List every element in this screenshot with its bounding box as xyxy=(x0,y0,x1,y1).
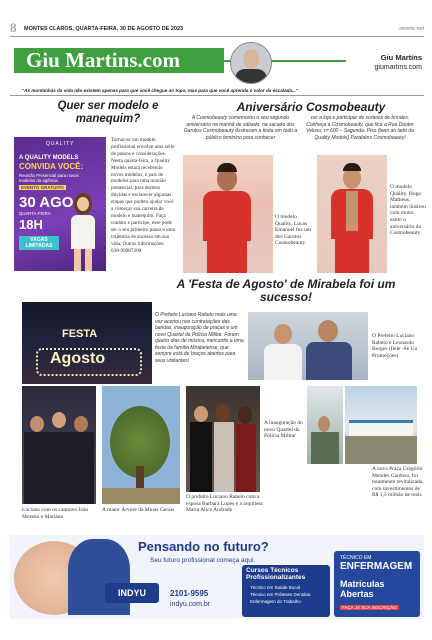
indyu-ad xyxy=(10,535,424,619)
ad-brand: QUALITY xyxy=(46,141,75,147)
indyu-tec-label: TÉCNICO EM xyxy=(340,555,372,561)
caption-esposa: O prefeito Luciano Rabelo com a esposa Barbara Lopes e a arquiteta Maria Alice Andrade xyxy=(186,494,263,514)
column-tagline: "As montanhas da vida não existem apenas para que você chegue ao topo, mas para que você aprenda o valor da escalada..." xyxy=(22,88,298,93)
photo-esposa xyxy=(186,386,260,492)
indyu-course-3: Enfermagem do Trabalho xyxy=(250,599,301,604)
caption-lucas: O modelo Quality, Lucas Emanuel fez um dos Garotos Cosmobeauty xyxy=(275,214,312,247)
indyu-cta[interactable]: FAÇA JÁ SUA INSCRIÇÃO xyxy=(342,605,397,610)
ad-spots: VAGAS LIMITADAS xyxy=(19,236,59,250)
indyu-courses-title: Cursos Técnicos Profissionalizantes xyxy=(246,567,306,581)
page-number: 8 xyxy=(10,20,17,35)
ad-girl-illustration xyxy=(68,193,98,271)
story2-lead-right: cer a loja e participar de sorteios de brindes. Conheça a Cosmobeauty, que fica a Rua Doutor Veloso, nº 600 – Segunda. Piso (bem ao lado da Quality Models) Parabéns Cosmobeauty! xyxy=(306,115,414,141)
photo-hugo xyxy=(317,155,387,273)
caption-hugo: O modelo Quality, Hugo Matheus, também ilustrou com muito estilo o aniversário da Cosmobeauty xyxy=(390,184,426,237)
indyu-tec-title: ENFERMAGEM xyxy=(340,561,413,572)
issue-date: MONTES CLAROS, QUARTA-FEIRA, 30 DE AGOSTO DE 2023 xyxy=(24,26,184,32)
photo-praca xyxy=(345,386,417,464)
ad-time: 18H xyxy=(19,217,43,232)
ad-event: EVENTO GRATUITO xyxy=(21,185,64,190)
photo-festa-sign xyxy=(22,302,152,384)
caption-cantores: Luciano com os cantores João Moreno e Mariano xyxy=(22,507,89,520)
photo-quartel xyxy=(307,386,343,464)
indyu-sub: Seu futuro profissional começa aqui. xyxy=(150,557,256,564)
indyu-headline: Pensando no futuro? xyxy=(138,539,269,554)
indyu-course-1: Técnico em Saúde Bucal xyxy=(250,585,301,590)
header-divider xyxy=(10,36,424,37)
caption-praca: A nova Praça Gregório Mendes Cardoso, foi totalmente revitalizada, com investimentos de R$ 1,5 milhão de reais xyxy=(372,466,424,499)
author-name: Giu Martins xyxy=(380,53,422,62)
photo-lucas xyxy=(183,155,273,273)
author-site[interactable]: giumartins.com xyxy=(374,64,422,71)
photo-arvore xyxy=(102,386,180,504)
festa-sign-line1: FESTA xyxy=(62,328,98,340)
site-link[interactable]: onorte.net xyxy=(399,26,424,32)
story1-body: Tornar-se um modelo profissional envolve uma série de passos e considerações. Nesta quarta-feira, a Quality Models estará recebendo novos modelos, e pais de modelos para uma reunião presencial, para darmos dúvidas e esclarecer algumas etapas que podem ajudar você a começar sua carreira de modelo e manequim. Faça contato e participe, esse pode ser o seu primeiro passo a uma trajetória de sucesso em sua vida. Outras informações: 038-99987200 xyxy=(111,137,175,254)
story3-headline: A 'Festa de Agosto' de Mirabela foi um sucesso! xyxy=(176,277,396,304)
photo-prefeito-leonardo xyxy=(248,312,368,380)
indyu-course-2: Técnico em Próteses Dentária xyxy=(250,592,311,597)
column-title: Giu Martins.com xyxy=(14,48,224,73)
caption-arvore: A maior Árvore da Minas Gerais xyxy=(102,507,175,513)
indyu-logo: INDYU xyxy=(105,583,159,603)
photo-cantores xyxy=(22,386,96,504)
caption-prefeito: O Prefeito Luciano Rabelo e Leonardo Borges (Ilele -Se Ua Promoções) xyxy=(372,333,417,359)
story2-headline: Aniversário Cosmobeauty xyxy=(236,100,386,114)
ad-date: 30 AGO xyxy=(19,194,74,211)
indyu-phone[interactable]: 2101-9595 xyxy=(170,589,209,598)
ad-headline1: A QUALITY MODELS xyxy=(19,155,79,161)
tagline-divider xyxy=(10,95,424,96)
page-header xyxy=(10,22,424,34)
author-block xyxy=(375,53,422,72)
story1-headline: Quer ser modelo e manequim? xyxy=(57,100,159,125)
ad-weekday: QUARTA-FEIRA xyxy=(19,211,51,216)
caption-quartel: A inauguração do novo Quartel da Polícia Militar xyxy=(264,420,303,440)
festa-sign-line2: Agosto xyxy=(50,350,106,367)
indyu-site[interactable]: indyu.com.br xyxy=(170,601,211,608)
story2-lead-left: A Cosmobeauty comemorou o seu segundo aniversário na manhã de sábado, na sacada dos Garotos Cosmobeauty ilustraram a festa em todo a público feminino para conhecer xyxy=(183,115,298,141)
indyu-enroll: Matrículas Abertas xyxy=(340,579,385,599)
author-avatar xyxy=(230,42,272,84)
ad-headline2: CONVIDA VOCÊ: xyxy=(19,162,84,171)
quality-models-ad xyxy=(14,137,106,271)
ad-desc: Reunião Presencial para novos modelos da agência. xyxy=(19,173,79,183)
story3-lead: O Prefeito Luciano Rabelo mais uma vez acertou nas contratações das bandas, inauguração de praças e um novo Quartel da Polícia Militar. Foram quatro dias de música, mercantis a uma festa da família Mirabelense, que sempre está de braços abertos para seus visitantes! xyxy=(155,312,244,364)
